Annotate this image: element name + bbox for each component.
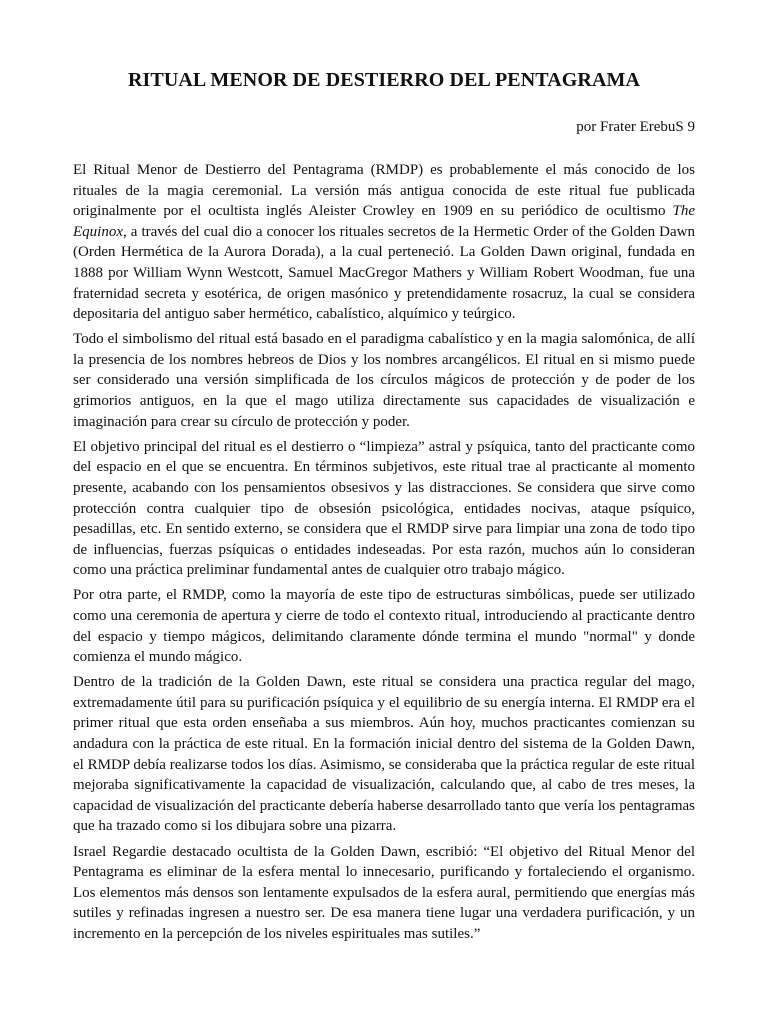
paragraph-ceremony: Por otra parte, el RMDP, como la mayoría de este tipo de estructuras simbólicas, puede ser utilizado como una ceremonia de apertura y cierre de todo el contexto ritual, introduciendo al practicante dentro del espacio y tiempo mágicos, delimitando claramente dónde termina el mundo "normal" y donde comienza el mundo mágico.: [73, 587, 695, 666]
journal-title: The Equinox: [73, 203, 695, 240]
paragraph-objective: El objetivo principal del ritual es el destierro o “limpieza” astral y psíquica, tanto del practicante como del espacio en el que se encuentra. En términos subjetivos, este ritual trae al practicante al momento presente, acabando con los pensamientos obsesivos y las distracciones. Se considera que sirve como protección contra cualquier tipo de obsesión psicológica, entidades nocivas, ataque psíquico, pesadillas, etc. En sentido externo, se considera que el RMDP sirve para limpiar una zona de todo tipo de influencias, fuerzas psíquicas o entidades indeseadas. Por esta razón, muchos aún lo consideran como una práctica preliminar fundamental antes de cualquier otro trabajo mágico.: [73, 438, 695, 579]
paragraph-intro-text-start: El Ritual Menor de Destierro del Pentagrama (RMDP) es probablemente el más conocido de los rituales de la magia ceremonial. La versión más antigua conocida de este ritual fue publicada originalmente por el ocultista inglés Aleister Crowley en 1909 en su periódico de ocultismo: [73, 162, 695, 220]
document-body: [73, 160, 695, 949]
paragraph-golden-dawn: Dentro de la tradición de la Golden Dawn, este ritual se considera una practica regular del mago, extremadamente útil para su purificación psíquica y el equilibrio de su energía interna. El RMDP era el primer ritual que esta orden enseñaba a sus miembros. Aún hoy, muchos practicantes comienzan su andadura con la práctica de este ritual. En la formación inicial dentro del sistema de la Golden Dawn, el RMDP debía realizarse todos los días. Asimismo, se consideraba que la práctica regular de este ritual mejoraba significativamente la capacidad de visualización, calculando que, al cabo de tres meses, la capacidad de visualización del practicante debería haberse desarrollado tanto que vería los pentagramas que ha trazado como si los dibujara sobre una pizarra.: [73, 674, 695, 835]
author-byline: por Frater ErebuS 9: [576, 119, 695, 135]
paragraph-symbolism: Todo el simbolismo del ritual está basado en el paradigma cabalístico y en la magia salomónica, de allí la presencia de los nombres hebreos de Dios y los nombres arcangélicos. El ritual en si mismo puede ser considerado una versión simplificada de los círculos mágicos de protección y de poder de los grimorios antiguos, en la que el mago utiliza directamente sus capacidades de visualización e imaginación para crear su círculo de protección y poder.: [73, 331, 695, 430]
page-title: RITUAL MENOR DE DESTIERRO DEL PENTAGRAMA: [127, 69, 641, 91]
paragraph-regardie-quote: Israel Regardie destacado ocultista de la Golden Dawn, escribió: “El objetivo del Ritual Menor del Pentagrama es eliminar de la esfera mental lo innecesario, purificando y fortaleciendo el organismo. Los elementos más densos son lentamente expulsados de la esfera aural, permitiendo que energías más sutiles y refinadas ingresen a nuestro ser. De esa manera tiene lugar una verdadera purificación, y un incremento en la percepción de los niveles espirituales mas sutiles.”: [73, 843, 695, 942]
paragraph-intro-text-end: , a través del cual dio a conocer los rituales secretos de la Hermetic Order of the Golden Dawn (Orden Hermética de la Aurora Dorada), a la cual perteneció. La Golden Dawn original, fundada en 1888 por William Wynn Westcott, Samuel MacGregor Mathers y William Robert Woodman, fue una fraternidad secreta y esotérica, de origen masónico y pretendidamente rosacruz, la cual se considera depositaria del antiguo saber hermético, cabalístico, alquímico y teúrgico.: [73, 223, 695, 323]
paragraph-intro: [73, 160, 695, 325]
